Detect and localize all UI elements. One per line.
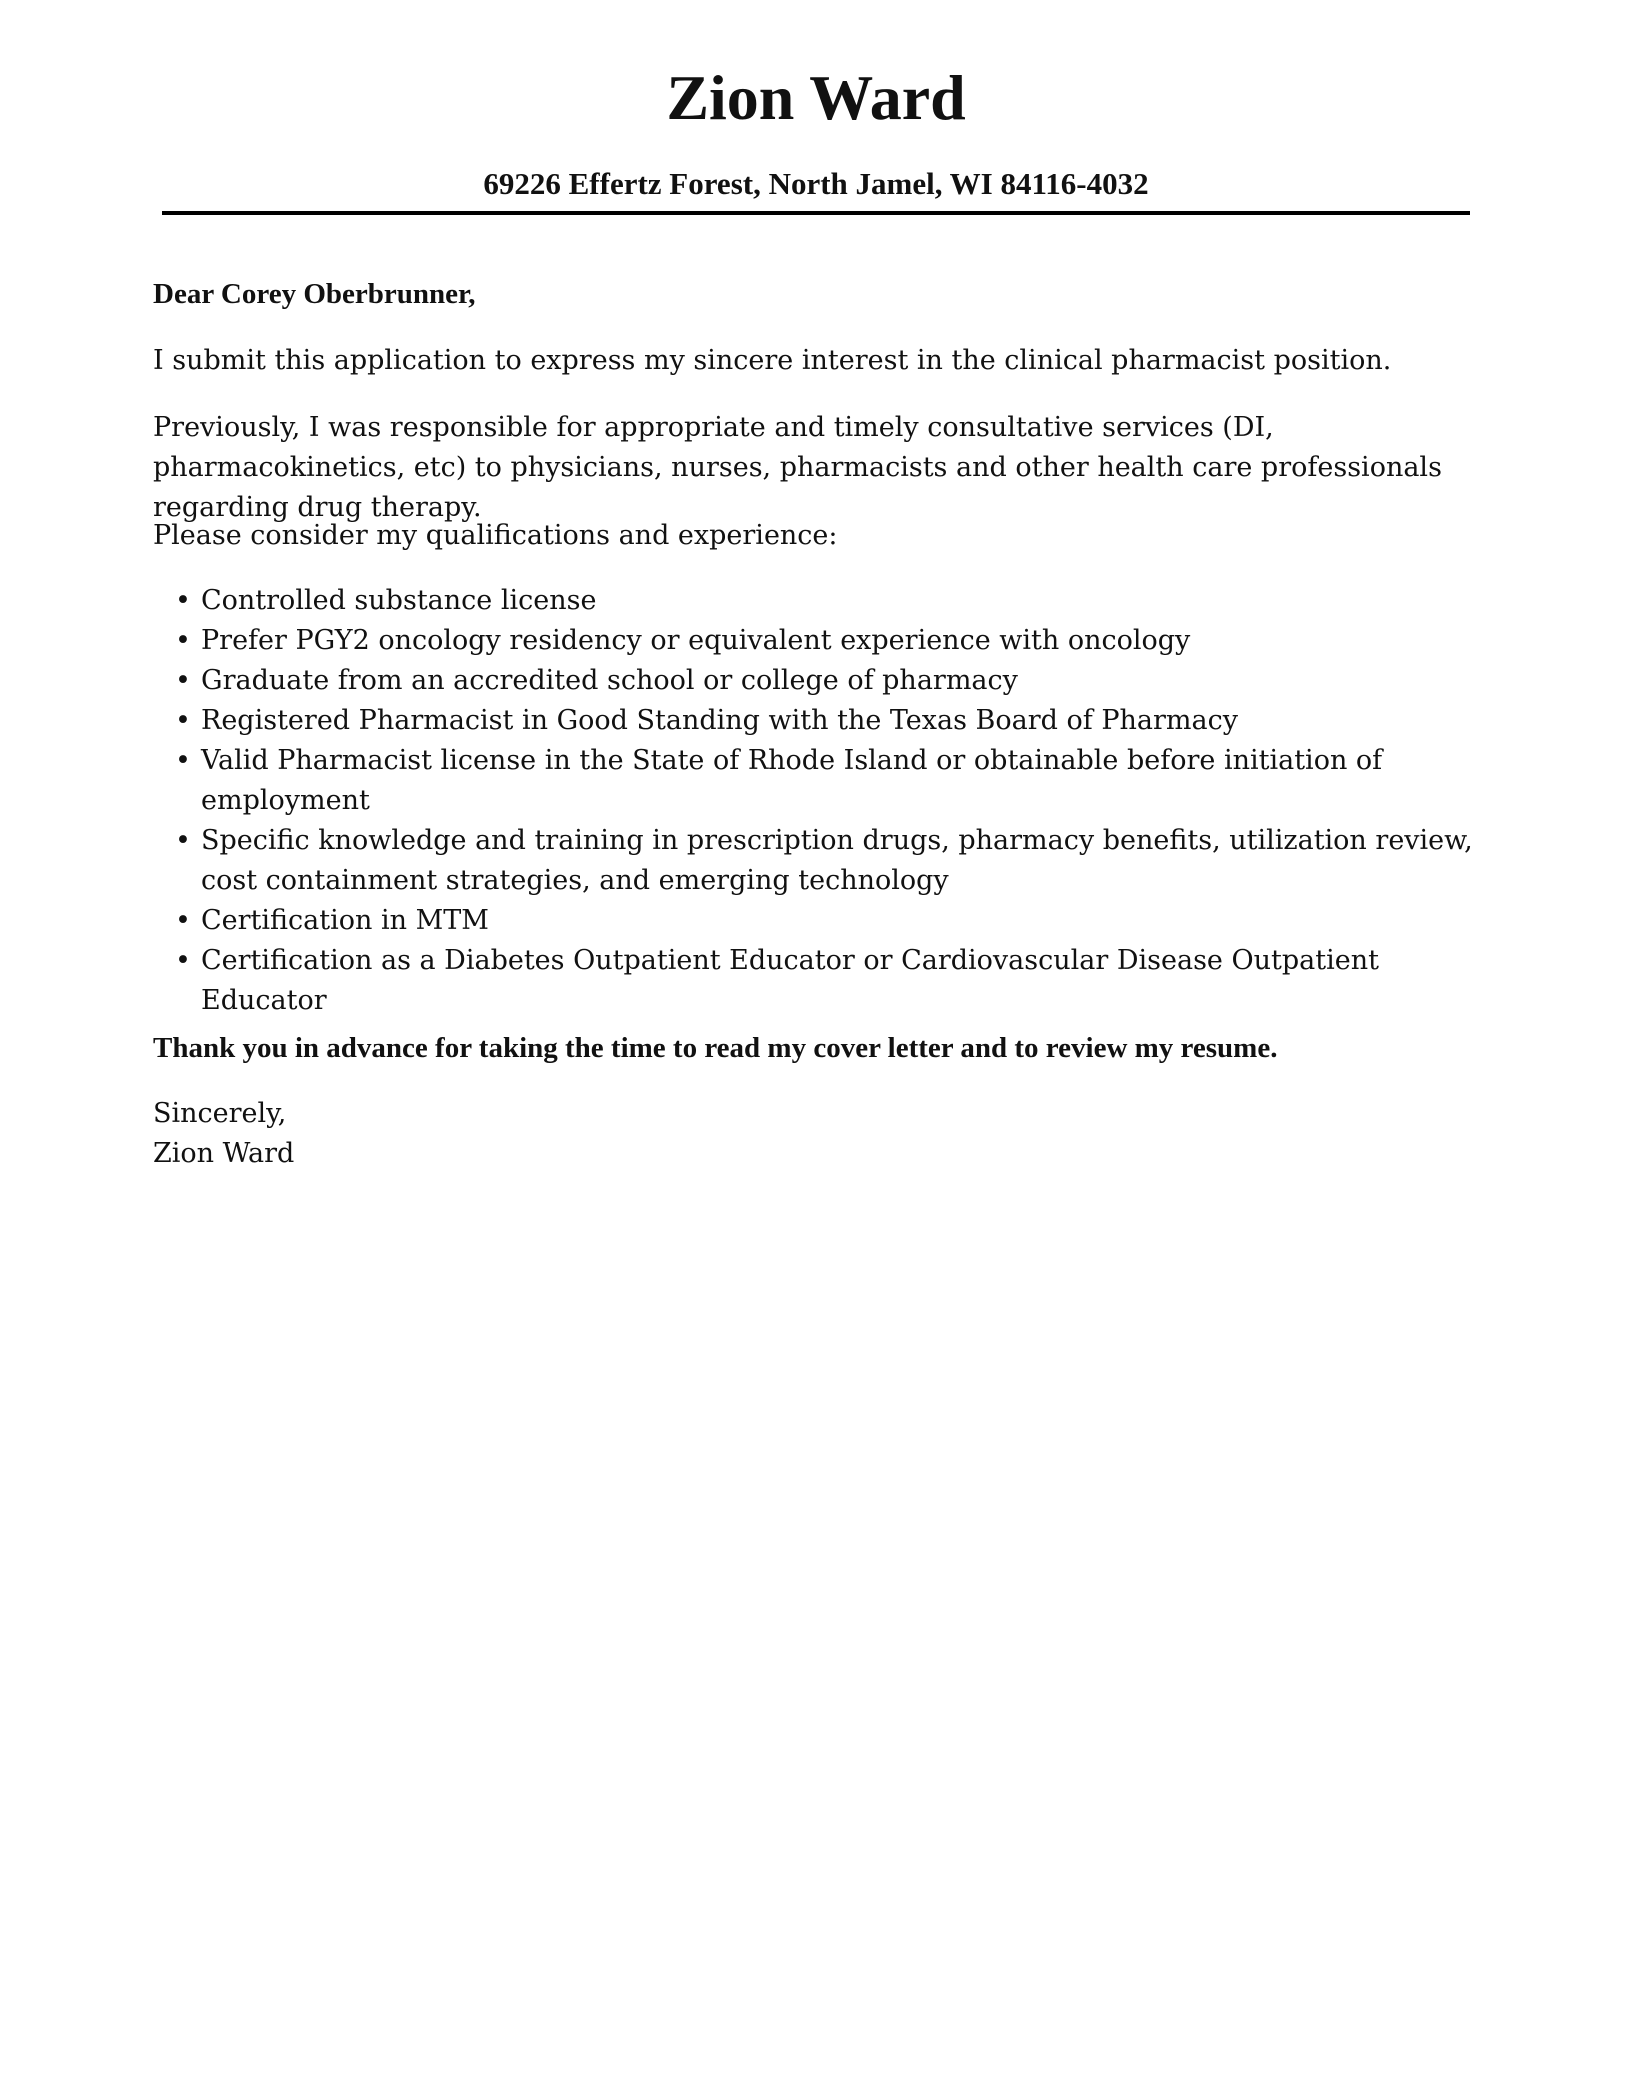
list-item-text: Valid Pharmacist license in the State of Rhode Island or obtainable before initiation of employment <box>201 745 1383 816</box>
list-item-text: Certification as a Diabetes Outpatient Educator or Cardiovascular Disease Outpatient Educator <box>201 945 1379 1016</box>
list-item <box>175 661 1493 701</box>
qualifications-intro: Please consider my qualifications and experience: <box>153 520 838 551</box>
list-item-text: Controlled substance license <box>201 585 597 616</box>
bullet-icon: • <box>175 625 191 656</box>
list-item-text: Graduate from an accredited school or college of pharmacy <box>201 665 1018 696</box>
list-item <box>175 621 1493 661</box>
list-item-text: Specific knowledge and training in prescription drugs, pharmacy benefits, utilization review, cost containment strategies, and emerging technology <box>201 825 1473 896</box>
signature-name: Zion Ward <box>153 1138 295 1169</box>
list-item <box>175 581 1493 621</box>
list-item-text: Prefer PGY2 oncology residency or equivalent experience with oncology <box>201 625 1191 656</box>
bullet-icon: • <box>175 945 191 976</box>
bullet-icon: • <box>175 585 191 616</box>
bullet-icon: • <box>175 905 191 936</box>
bullet-icon: • <box>175 745 191 776</box>
list-item-text: Certification in MTM <box>201 905 489 936</box>
closing-block <box>153 1094 1483 1174</box>
experience-paragraph: Previously, I was responsible for appropriate and timely consultative services (DI, pharmacokinetics, etc) to physicians, nurses, pharmacists and other health care professionals regarding drug therapy. <box>153 412 1442 523</box>
bullet-icon: • <box>175 825 191 856</box>
bullet-icon: • <box>175 665 191 696</box>
thank-you-line: Thank you in advance for taking the time to read my cover letter and to review my resume. <box>153 1032 1278 1064</box>
greeting: Dear Corey Oberbrunner, <box>153 278 476 310</box>
qualifications-list <box>153 581 1493 1021</box>
list-item <box>175 941 1493 1021</box>
list-item <box>175 901 1493 941</box>
header-divider <box>162 211 1470 215</box>
applicant-address: 69226 Effertz Forest, North Jamel, WI 84116-4032 <box>483 166 1149 201</box>
intro-paragraph: I submit this application to express my sincere interest in the clinical pharmacist position. <box>153 345 1392 376</box>
list-item <box>175 821 1493 901</box>
applicant-name: Zion Ward <box>666 62 966 133</box>
bullet-icon: • <box>175 705 191 736</box>
list-item <box>175 701 1493 741</box>
list-item-text: Registered Pharmacist in Good Standing with the Texas Board of Pharmacy <box>201 705 1238 736</box>
list-item <box>175 741 1493 821</box>
closing-phrase: Sincerely, <box>153 1098 287 1129</box>
